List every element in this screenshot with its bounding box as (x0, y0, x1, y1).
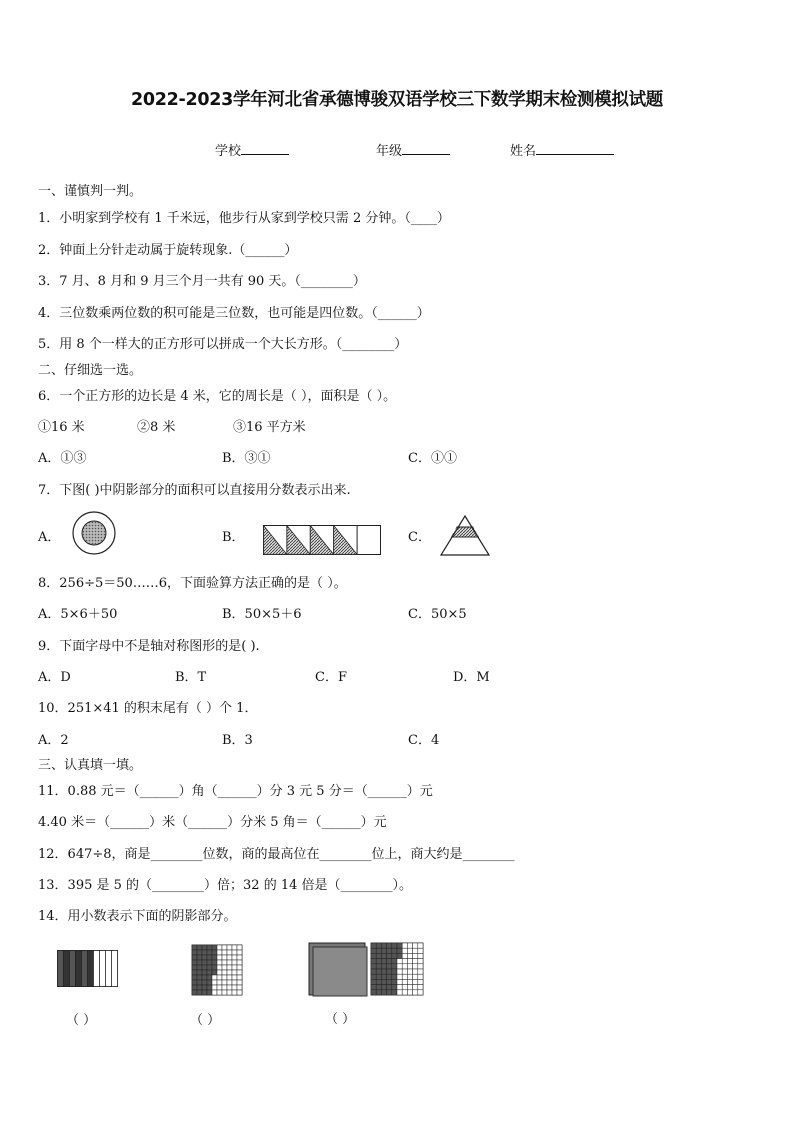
q7-option-b[interactable]: B． (222, 530, 245, 545)
question-6: 6．一个正方形的边长是 4 米，它的周长是（ ），面积是（ ）。 (38, 389, 397, 404)
q14-answer-3[interactable]: （ ） (325, 1012, 356, 1027)
question-11: 11．0.88 元＝（______）角（______）分 3 元 5 分＝（______）元 (38, 784, 433, 799)
school-blank[interactable] (241, 143, 289, 155)
q7-figure-squares (263, 525, 383, 556)
question-1: 1．小明家到学校有 1 千米远，他步行从家到学校只需 2 分钟。（____） (38, 211, 450, 226)
q14-figure-tenths (57, 950, 119, 988)
page-title: 2022-2023学年河北省承德博骏双语学校三下数学期末检测模拟试题 (131, 90, 663, 110)
q6-item-1: ①16 米 (38, 420, 85, 435)
name-label: 姓名 (510, 144, 537, 159)
q10-option-b[interactable]: B．3 (222, 733, 253, 748)
q10-option-a[interactable]: A．2 (38, 733, 69, 748)
q14-figure-hundredths (191, 944, 243, 996)
question-11-line2: 4.40 米＝（______）米（______）分米 5 角＝（______）元 (38, 815, 387, 830)
q7-option-a[interactable]: A． (38, 530, 61, 545)
q9-option-c[interactable]: C．F (315, 670, 347, 685)
question-7: 7．下图( )中阴影部分的面积可以直接用分数表示出来. (38, 483, 351, 498)
q6-item-2: ②8 米 (137, 420, 176, 435)
q8-option-b[interactable]: B．50×5＋6 (222, 607, 302, 622)
question-10: 10．251×41 的积末尾有（ ）个 1． (38, 701, 258, 716)
q14-figure-whole-and-grid (308, 942, 426, 998)
q7-figure-circle (70, 509, 118, 557)
school-field[interactable] (215, 140, 289, 159)
q7-figure-triangle (439, 515, 491, 557)
grade-label: 年级 (376, 144, 403, 159)
question-5: 5．用 8 个一样大的正方形可以拼成一个大长方形。（________） (38, 337, 408, 352)
q7-option-c[interactable]: C． (408, 530, 431, 545)
q9-option-a[interactable]: A．D (38, 670, 71, 685)
school-label: 学校 (215, 144, 242, 159)
question-3: 3．7 月、8 月和 9 月三个月一共有 90 天。（________） (38, 274, 366, 289)
q14-answer-1[interactable]: （ ） (66, 1013, 97, 1028)
section-2-heading: 二、仔细选一选。 (38, 363, 143, 378)
q6-option-b[interactable]: B．③① (222, 451, 271, 466)
q10-option-c[interactable]: C．4 (408, 733, 440, 748)
q8-option-c[interactable]: C．50×5 (408, 607, 467, 622)
q6-option-a[interactable]: A．①③ (38, 451, 87, 466)
question-12: 12．647÷8，商是________位数，商的最高位在________位上，商大约是________ (38, 847, 515, 862)
name-field[interactable] (510, 140, 614, 159)
q9-option-b[interactable]: B．T (175, 670, 207, 685)
question-4: 4．三位数乘两位数的积可能是三位数，也可能是四位数。（______） (38, 306, 430, 321)
q8-option-a[interactable]: A．5×6＋50 (38, 607, 118, 622)
name-blank[interactable] (536, 143, 614, 155)
q6-item-3: ③16 平方米 (233, 420, 306, 435)
question-13: 13．395 是 5 的（________）倍；32 的 14 倍是（________）。 (38, 878, 413, 893)
q9-option-d[interactable]: D．M (453, 670, 490, 685)
question-9: 9．下面字母中不是轴对称图形的是( ). (38, 639, 260, 654)
section-3-heading: 三、认真填一填。 (38, 758, 143, 773)
question-14: 14．用小数表示下面的阴影部分。 (38, 909, 237, 924)
question-8: 8．256÷5＝50……6，下面验算方法正确的是（ ）。 (38, 576, 347, 591)
section-1-heading: 一、谨慎判一判。 (38, 184, 143, 199)
q6-option-c[interactable]: C．①① (408, 451, 457, 466)
grade-field[interactable] (376, 140, 450, 159)
question-2: 2．钟面上分针走动属于旋转现象.（______） (38, 243, 298, 258)
grade-blank[interactable] (402, 143, 450, 155)
q14-answer-2[interactable]: （ ） (190, 1013, 221, 1028)
